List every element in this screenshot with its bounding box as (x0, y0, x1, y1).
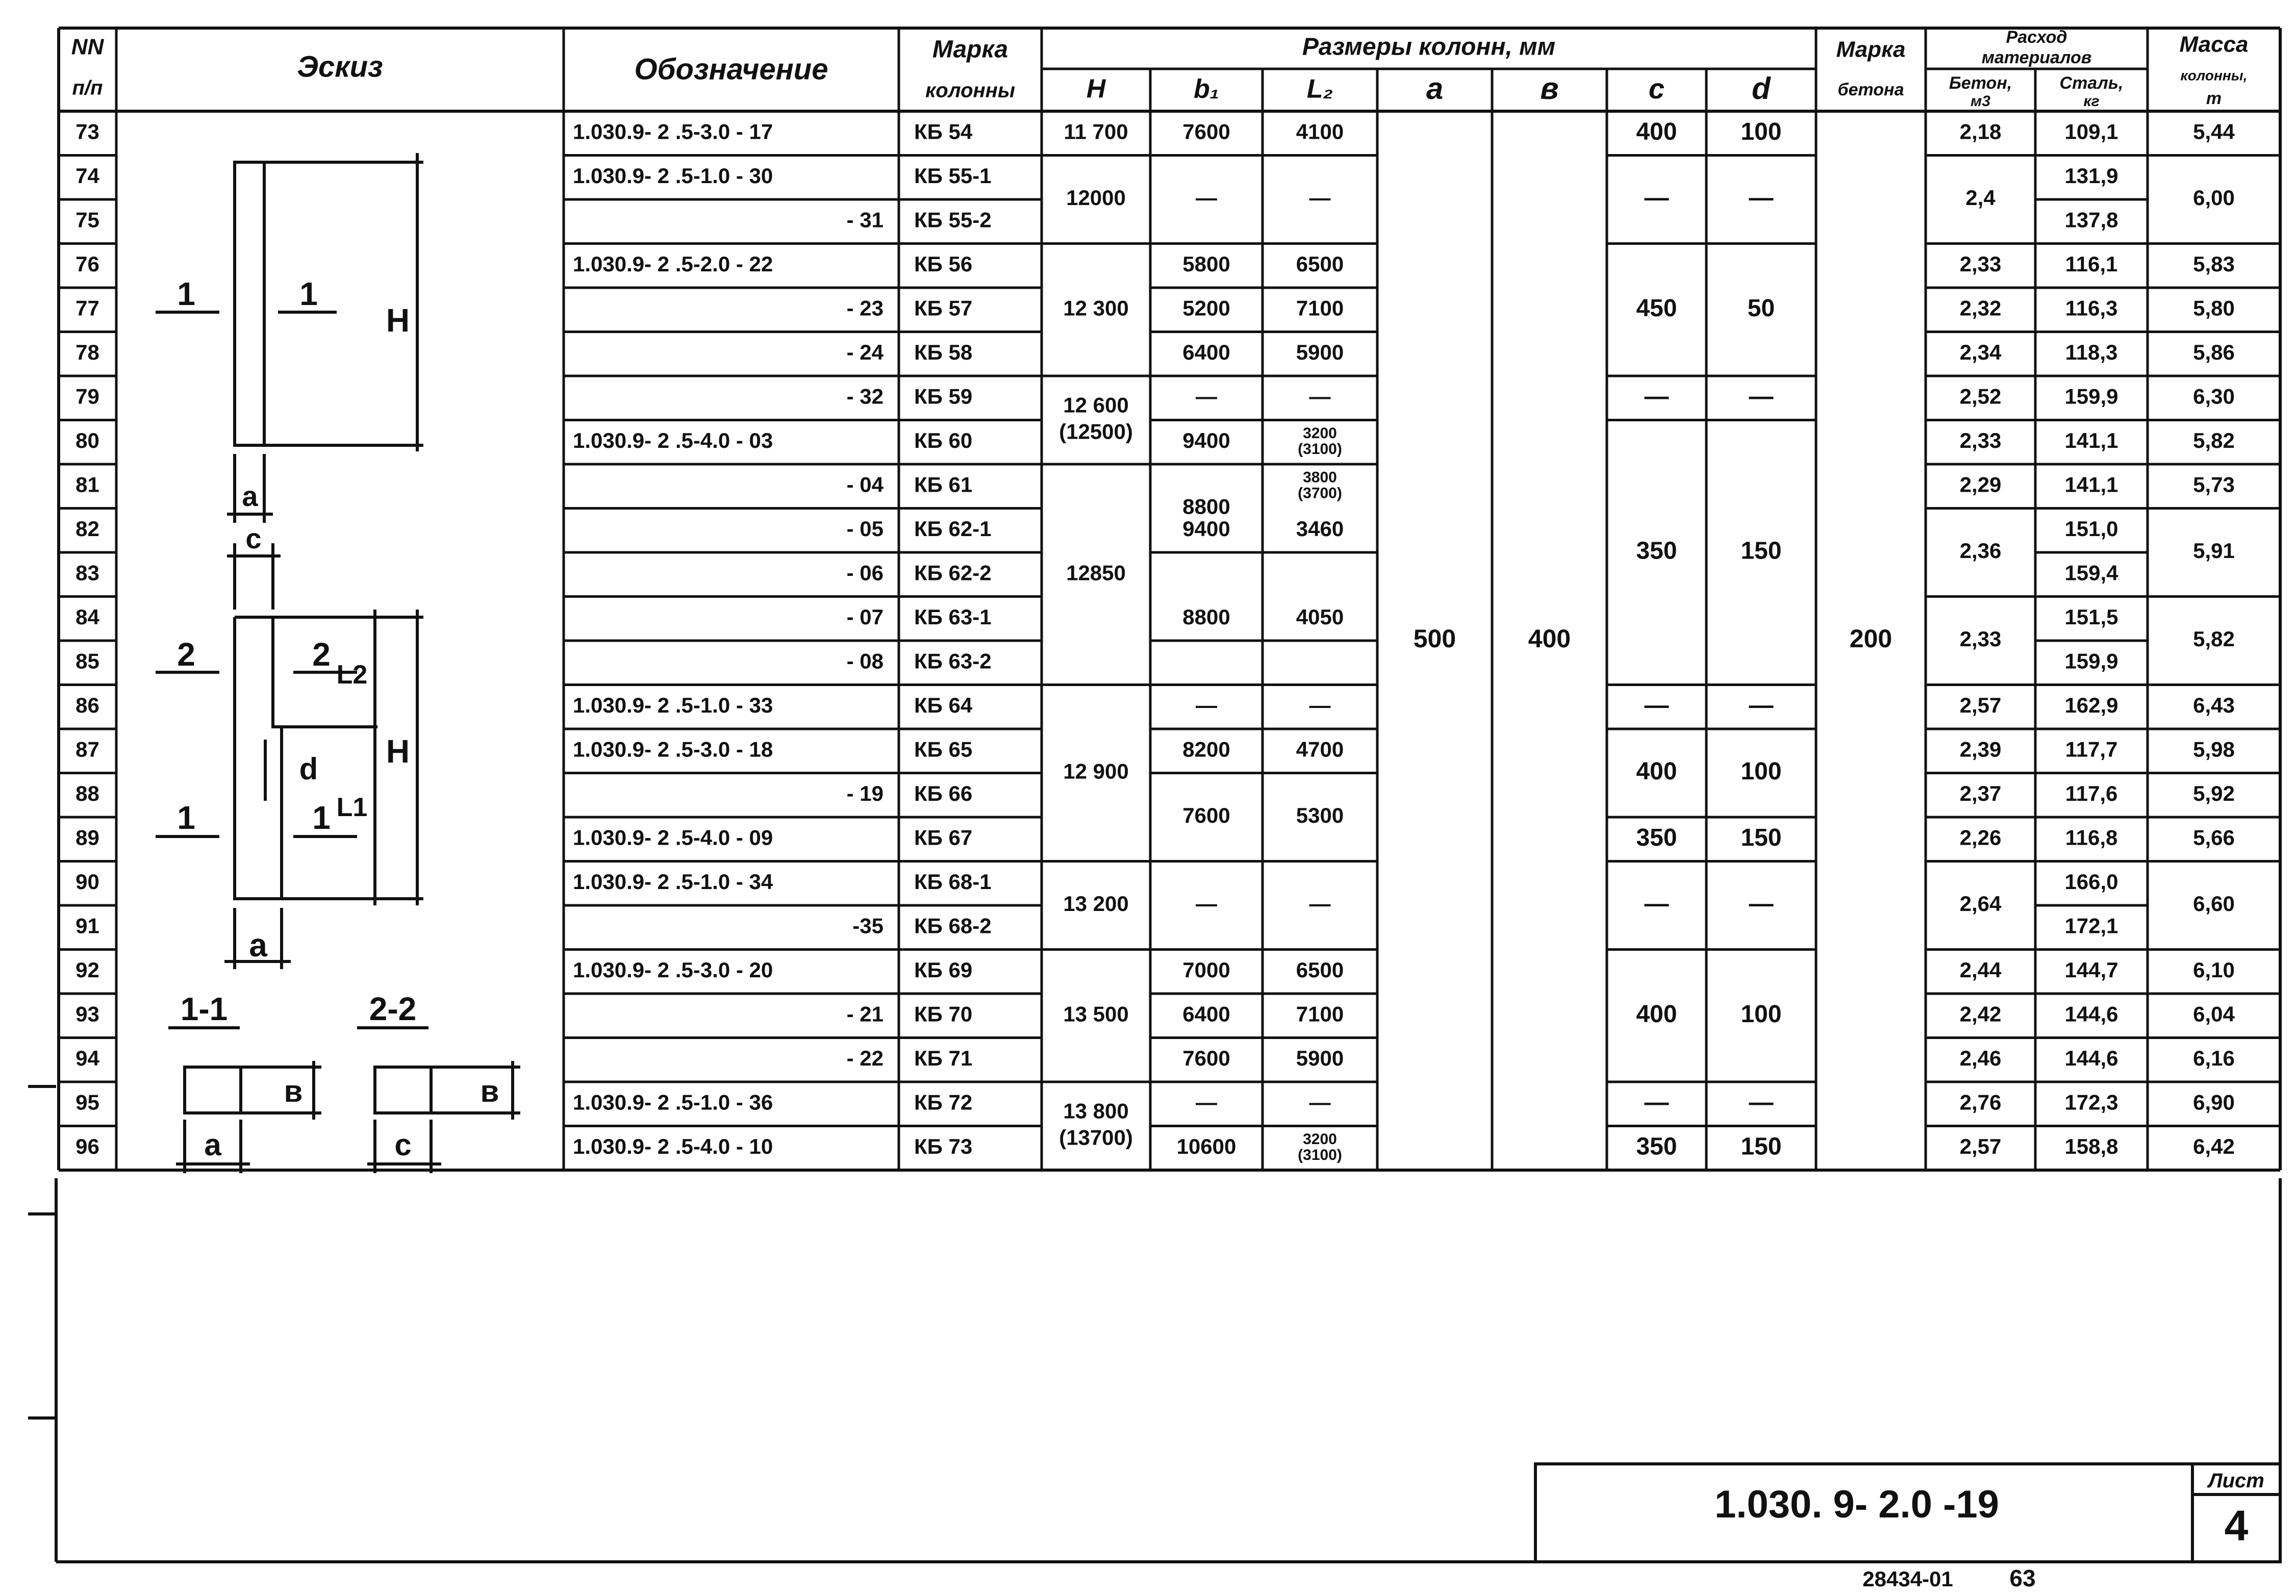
h-value: 13 200 (1063, 892, 1129, 916)
sketch-c-label: c (245, 522, 262, 554)
column-elevation-1 (235, 162, 264, 445)
row-steel: 172,1 (2064, 914, 2118, 938)
row-mark: КБ 63-2 (914, 649, 992, 673)
row-steel: 137,8 (2064, 208, 2118, 232)
row-mark: КБ 63-1 (914, 604, 992, 629)
row-b1: 9400 (1182, 516, 1230, 541)
row-designation: - 04 (846, 472, 884, 497)
row-mass: 6,00 (2193, 186, 2235, 210)
row-l2-alt: (3100) (1298, 1147, 1342, 1164)
row-mark: КБ 60 (914, 428, 973, 452)
row-designation: 1.030.9- 2 .5-1.0 - 36 (573, 1090, 773, 1114)
row-designation: 1.030.9- 2 .5-3.0 - 20 (573, 957, 773, 982)
row-c: — (1644, 890, 1669, 918)
row-number: 75 (75, 208, 99, 232)
row-number: 79 (75, 384, 99, 409)
row-number: 90 (75, 869, 99, 894)
row-mark: КБ 64 (914, 693, 973, 717)
row-number: 85 (75, 649, 99, 673)
row-mark: КБ 68-1 (914, 869, 992, 894)
row-l2: 4700 (1296, 737, 1344, 762)
row-mass: 5,73 (2193, 472, 2235, 497)
h-value: 12850 (1066, 561, 1126, 585)
row-d: — (1749, 890, 1774, 918)
sketch-sec1-label: 1 (177, 275, 195, 312)
h-value: 13 800 (1063, 1099, 1129, 1123)
row-concrete-volume: 2,42 (1959, 1002, 2002, 1026)
sketch-b-label-2: в (480, 1074, 499, 1108)
header-concrete-unit: м3 (1971, 92, 1990, 110)
row-mark: КБ 68-2 (914, 914, 992, 938)
row-concrete-volume: 2,57 (1959, 1134, 2002, 1158)
row-mass: 5,83 (2193, 251, 2235, 276)
row-b1: 5200 (1182, 296, 1230, 320)
row-number: 91 (75, 914, 99, 938)
row-designation: - 21 (846, 1002, 884, 1026)
sketch-l1-label: L1 (336, 793, 368, 822)
row-mark: КБ 65 (914, 737, 973, 762)
row-steel: 162,9 (2064, 693, 2118, 717)
row-concrete-volume: 2,52 (1959, 384, 2002, 409)
header-concrete-vol: Бетон, (1949, 73, 2012, 93)
row-concrete-volume: 2,44 (1959, 957, 2002, 982)
section-1-1 (185, 1067, 241, 1113)
row-b1: 9400 (1182, 428, 1230, 452)
row-mark: КБ 66 (914, 781, 973, 805)
row-l2: 7100 (1296, 296, 1344, 320)
row-c: 350 (1636, 537, 1677, 565)
row-steel: 116,3 (2065, 296, 2118, 320)
row-concrete-volume: 2,33 (1959, 251, 2002, 276)
row-steel: 117,7 (2065, 737, 2118, 762)
row-mass: 6,42 (2193, 1134, 2235, 1158)
row-mark: КБ 73 (914, 1134, 973, 1158)
row-mark: КБ 71 (914, 1046, 973, 1070)
h-value-alt: (13700) (1059, 1125, 1133, 1150)
sketch-sec2-label: 2 (177, 636, 195, 673)
row-concrete-volume: 2,46 (1959, 1046, 2002, 1070)
header-dims-title: Размеры колонн, мм (1302, 33, 1556, 61)
row-number: 93 (75, 1002, 99, 1026)
header-l2: L₂ (1306, 74, 1333, 104)
row-c: — (1644, 692, 1669, 719)
row-b1: 5800 (1182, 251, 1230, 276)
row-steel: 144,6 (2064, 1046, 2118, 1070)
row-b1: 8800 (1182, 604, 1230, 629)
row-steel: 151,5 (2064, 604, 2118, 629)
header-consumption-top: Расход (2006, 27, 2067, 47)
row-mass: 5,66 (2193, 825, 2235, 850)
row-b1: 7600 (1182, 119, 1230, 144)
row-l2-alt: (3100) (1298, 441, 1342, 458)
header-c: c (1648, 72, 1665, 105)
row-concrete-volume: 2,39 (1959, 737, 2002, 762)
row-mass: 5,80 (2193, 296, 2235, 320)
row-mass: 6,90 (2193, 1090, 2235, 1114)
row-mark: КБ 62-1 (914, 516, 992, 541)
row-steel: 172,3 (2064, 1090, 2118, 1114)
header-designation: Обозначение (634, 53, 828, 86)
sketch-sec1-label-right: 1 (299, 275, 318, 312)
row-mass: 6,30 (2193, 384, 2235, 409)
h-value: 13 500 (1063, 1002, 1129, 1026)
row-designation: - 05 (846, 516, 884, 541)
row-steel: 151,0 (2064, 516, 2118, 541)
header-np: п/п (72, 77, 103, 99)
sketch-b-label-1: в (284, 1074, 303, 1108)
header-steel-unit: кг (2083, 92, 2100, 110)
row-steel: 144,6 (2064, 1002, 2118, 1026)
row-b1: 7600 (1182, 1046, 1230, 1070)
row-designation: - 24 (846, 340, 884, 364)
row-steel: 166,0 (2064, 869, 2118, 894)
sheet-number: 4 (2224, 1502, 2249, 1550)
row-l2: 6500 (1296, 957, 1344, 982)
row-concrete-volume: 2,64 (1959, 892, 2002, 916)
row-d: — (1749, 184, 1774, 212)
row-designation: 1.030.9- 2 .5-3.0 - 18 (573, 737, 773, 762)
header-consumption-bottom: материалов (1981, 47, 2092, 67)
row-d: 150 (1740, 1133, 1782, 1160)
row-number: 81 (75, 472, 99, 497)
merged-b: 400 (1528, 624, 1571, 653)
row-c: — (1644, 184, 1669, 212)
row-designation: 1.030.9- 2 .5-4.0 - 09 (573, 825, 773, 850)
sketch-c2-label: c (394, 1128, 412, 1162)
row-concrete-volume: 2,4 (1965, 186, 1996, 210)
header-mass-top: Масса (2179, 32, 2249, 57)
row-concrete-volume: 2,76 (1959, 1090, 2002, 1114)
row-mass: 5,44 (2193, 119, 2235, 144)
row-c: 350 (1636, 1133, 1677, 1160)
row-number: 96 (75, 1134, 99, 1158)
row-designation: 1.030.9- 2 .5-4.0 - 03 (573, 428, 773, 452)
row-designation: - 06 (846, 561, 884, 585)
row-c: 400 (1636, 758, 1677, 786)
row-designation: -35 (852, 914, 884, 938)
row-number: 92 (75, 957, 99, 982)
row-b1: — (1196, 186, 1217, 210)
row-number: 84 (75, 604, 99, 629)
row-d: — (1749, 1088, 1774, 1116)
sheet-label: Лист (2208, 1470, 2264, 1492)
row-mark: КБ 61 (914, 472, 973, 497)
row-l2: — (1309, 892, 1331, 916)
row-b1: 6400 (1182, 1002, 1230, 1026)
row-d: — (1749, 383, 1774, 410)
row-concrete-volume: 2,37 (1959, 781, 2002, 805)
row-mass: 5,82 (2193, 428, 2235, 452)
row-number: 89 (75, 825, 99, 850)
row-c: 350 (1636, 824, 1677, 851)
h-value: 12 900 (1063, 759, 1129, 783)
sketch-cut11-label: 1-1 (180, 991, 228, 1027)
row-concrete-volume: 2,26 (1959, 825, 2002, 850)
row-l2: 4100 (1296, 119, 1344, 144)
row-number: 73 (75, 119, 99, 144)
row-number: 80 (75, 428, 99, 452)
row-l2: 5900 (1296, 340, 1344, 364)
row-mark: КБ 59 (914, 384, 973, 409)
row-designation: - 07 (846, 604, 884, 629)
row-designation: - 32 (846, 384, 884, 409)
row-mass: 6,60 (2193, 892, 2235, 916)
h-value: 11 700 (1064, 119, 1128, 144)
row-number: 94 (75, 1046, 99, 1070)
row-designation: 1.030.9- 2 .5-2.0 - 22 (573, 251, 773, 276)
row-steel: 141,1 (2064, 472, 2118, 497)
row-d: 150 (1740, 824, 1782, 851)
header-nn: NN (71, 34, 104, 60)
row-b1: 8800 (1182, 494, 1230, 519)
row-mass: 5,91 (2193, 539, 2235, 563)
sketch-h-label: H (386, 302, 410, 339)
section-2-2 (375, 1067, 431, 1113)
row-number: 77 (75, 296, 99, 320)
row-number: 83 (75, 561, 99, 585)
sketch-h2-label: H (386, 733, 410, 770)
header-concrete-top: Марка (1836, 37, 1906, 62)
row-designation: - 31 (846, 208, 884, 232)
row-designation: - 22 (846, 1046, 884, 1070)
row-steel: 144,7 (2064, 957, 2118, 982)
row-mark: КБ 58 (914, 340, 973, 364)
header-b: в (1540, 71, 1559, 106)
row-b1: 7000 (1182, 957, 1230, 982)
header-a: a (1426, 71, 1444, 106)
row-designation: - 08 (846, 649, 884, 673)
sketch-a2-label: a (249, 927, 267, 964)
row-concrete-volume: 2,57 (1959, 693, 2002, 717)
h-value: 12000 (1066, 186, 1126, 210)
row-l2: — (1309, 1090, 1331, 1114)
row-mark: КБ 67 (914, 825, 973, 850)
row-steel: 116,8 (2065, 825, 2118, 850)
header-mass-mid: колонны, (2180, 67, 2248, 84)
row-mark: КБ 55-2 (914, 208, 992, 232)
h-value: 12 300 (1063, 296, 1129, 320)
row-designation: 1.030.9- 2 .5-4.0 - 10 (573, 1134, 773, 1158)
row-l2: 7100 (1296, 1002, 1344, 1026)
row-l2: 5900 (1296, 1046, 1344, 1070)
row-l2: 3200 (1303, 425, 1337, 442)
row-d: 150 (1740, 537, 1782, 565)
row-designation: 1.030.9- 2 .5-1.0 - 30 (573, 163, 773, 188)
header-mass-unit: т (2206, 88, 2222, 108)
row-b1: — (1196, 892, 1217, 916)
row-b1: — (1196, 1090, 1217, 1114)
row-concrete-volume: 2,33 (1959, 428, 2002, 452)
h-value: 12 600 (1063, 393, 1129, 417)
row-mass: 6,04 (2193, 1002, 2235, 1026)
row-mark: КБ 72 (914, 1090, 973, 1114)
row-l2: — (1309, 186, 1331, 210)
row-d: — (1749, 692, 1774, 719)
h-value-alt: (12500) (1059, 419, 1133, 444)
row-b1: — (1196, 384, 1217, 409)
sketch-sec1b-label: 1 (177, 799, 195, 836)
row-concrete-volume: 2,36 (1959, 539, 2002, 563)
row-mark: КБ 55-1 (914, 163, 992, 188)
row-l2: 5300 (1296, 803, 1344, 828)
row-b1: 10600 (1176, 1134, 1237, 1158)
row-number: 95 (75, 1090, 99, 1114)
row-steel: 117,6 (2065, 781, 2118, 805)
row-number: 86 (75, 693, 99, 717)
row-c: 450 (1636, 294, 1677, 322)
header-b1: b₁ (1193, 74, 1220, 104)
row-l2: — (1309, 384, 1331, 409)
row-designation: 1.030.9- 2 .5-1.0 - 34 (573, 869, 773, 894)
row-mass: 5,86 (2193, 340, 2235, 364)
row-mass: 5,98 (2193, 737, 2235, 762)
column-elevation-2 (235, 617, 282, 899)
row-designation: 1.030.9- 2 .5-1.0 - 33 (573, 693, 773, 717)
row-number: 78 (75, 340, 99, 364)
row-l2: — (1309, 693, 1331, 717)
row-number: 82 (75, 516, 99, 541)
row-c: 400 (1636, 118, 1677, 145)
row-steel: 118,3 (2065, 340, 2118, 364)
row-mark: КБ 57 (914, 296, 973, 320)
sketch-a-label: a (242, 480, 258, 512)
row-l2: 3200 (1303, 1131, 1337, 1148)
sketch-a3-label: a (204, 1128, 221, 1162)
row-steel: 158,8 (2064, 1134, 2118, 1158)
row-d: 100 (1740, 758, 1782, 786)
row-d: 100 (1740, 1000, 1782, 1028)
row-designation: - 23 (846, 296, 884, 320)
row-c: — (1644, 383, 1669, 410)
archive-note: 28434-01 (1862, 1567, 1953, 1591)
sketch-l2-label: L2 (336, 660, 368, 690)
row-steel: 141,1 (2064, 428, 2118, 452)
row-steel: 159,4 (2064, 561, 2118, 585)
sketch-d-label: d (299, 752, 318, 786)
row-l2: 4050 (1296, 604, 1344, 629)
sketch-sec2-label-right: 2 (312, 636, 331, 673)
row-l2: 6500 (1296, 251, 1344, 276)
row-d: 100 (1740, 118, 1782, 145)
archive-number: 63 (2009, 1565, 2036, 1591)
row-l2: 3460 (1296, 516, 1344, 541)
row-mass: 5,92 (2193, 781, 2235, 805)
row-concrete-volume: 2,34 (1959, 340, 2002, 364)
row-steel: 131,9 (2064, 163, 2118, 188)
row-steel: 159,9 (2064, 649, 2118, 673)
row-mark: КБ 70 (914, 1002, 973, 1026)
header-h: H (1086, 74, 1106, 104)
row-b1: 7600 (1182, 803, 1230, 828)
row-mass: 5,82 (2193, 627, 2235, 651)
row-mark: КБ 69 (914, 957, 973, 982)
merged-concrete-mark: 200 (1849, 624, 1893, 653)
row-steel: 109,1 (2064, 119, 2118, 144)
row-mark: КБ 54 (914, 119, 973, 144)
row-designation: - 19 (846, 781, 884, 805)
row-number: 76 (75, 251, 99, 276)
header-mark-top: Марка (932, 36, 1008, 63)
row-concrete-volume: 2,33 (1959, 627, 2002, 651)
header-sketch: Эскиз (297, 50, 383, 84)
row-b1: 8200 (1182, 737, 1230, 762)
row-steel: 116,1 (2065, 251, 2118, 276)
row-b1: — (1196, 693, 1217, 717)
row-b1: 6400 (1182, 340, 1230, 364)
row-mark: КБ 56 (914, 251, 973, 276)
row-mass: 6,16 (2193, 1046, 2235, 1070)
row-c: 400 (1636, 1000, 1677, 1028)
row-concrete-volume: 2,32 (1959, 296, 2002, 320)
row-l2-alt: (3700) (1298, 485, 1342, 502)
row-mass: 6,43 (2193, 693, 2235, 717)
sketch-sec1b-label-right: 1 (312, 799, 331, 836)
row-d: 50 (1747, 294, 1775, 322)
header-d: d (1752, 71, 1771, 106)
row-number: 88 (75, 781, 99, 805)
row-concrete-volume: 2,18 (1959, 119, 2002, 144)
sketch-cut22-label: 2-2 (369, 991, 417, 1027)
row-number: 87 (75, 737, 99, 762)
row-number: 74 (75, 163, 99, 188)
header-steel: Сталь, (2059, 73, 2124, 93)
row-concrete-volume: 2,29 (1959, 472, 2002, 497)
header-concrete-bottom: бетона (1837, 80, 1904, 99)
row-mark: КБ 62-2 (914, 561, 992, 585)
drawing-code: 1.030. 9- 2.0 -19 (1714, 1483, 1999, 1526)
row-mass: 6,10 (2193, 957, 2235, 982)
row-designation: 1.030.9- 2 .5-3.0 - 17 (573, 119, 773, 144)
merged-a: 500 (1413, 624, 1456, 653)
row-l2: 3800 (1303, 469, 1337, 486)
row-steel: 159,9 (2064, 384, 2118, 409)
row-c: — (1644, 1088, 1669, 1116)
header-mark-bottom: колонны (925, 79, 1015, 102)
